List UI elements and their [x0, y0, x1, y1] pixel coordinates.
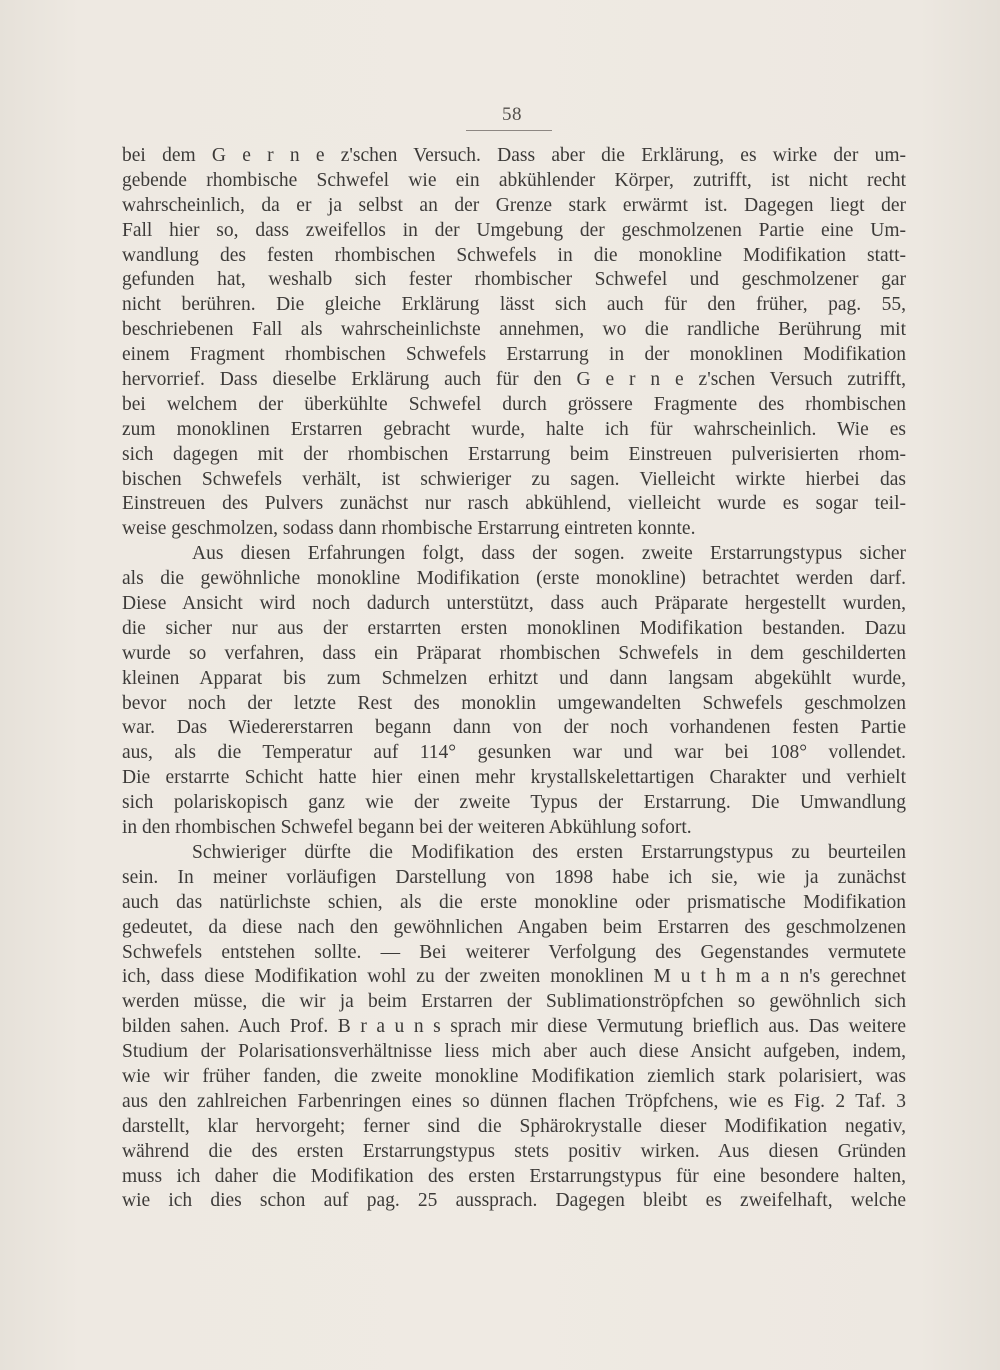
- text-line: gebende rhombische Schwefel wie ein abkühlender Körper, zutrifft, ist nicht recht: [122, 169, 906, 191]
- text-line: die sicher nur aus der erstarrten ersten monoklinen Modifikation bestanden. Dazu: [122, 617, 906, 639]
- text-line: war. Das Wiedererstarren begann dann von der noch vorhandenen festen Partie: [122, 717, 906, 739]
- text-line: bevor noch der letzte Rest des monoklin umgewandelten Schwefels geschmolzen: [122, 692, 906, 714]
- text-line: Fall hier so, dass zweifellos in der Umgebung der geschmolzenen Partie eine Um-: [122, 219, 906, 241]
- text-line: muss ich daher die Modifikation des ersten Erstarrungstypus für eine besondere halten,: [122, 1165, 906, 1187]
- text-line: während die des ersten Erstarrungstypus stets positiv wirken. Aus diesen Gründen: [122, 1140, 906, 1162]
- text-line: Aus diesen Erfahrungen folgt, dass der sogen. zweite Erstarrungstypus sicher: [192, 543, 906, 565]
- text-line: Studium der Polarisationsverhältnisse liess mich aber auch diese Ansicht aufgeben, indem,: [122, 1041, 906, 1063]
- text-line: gedeutet, da diese nach den gewöhnlichen Angaben beim Erstarren des geschmolzenen: [122, 916, 906, 938]
- text-line: weise geschmolzen, sodass dann rhombische Erstarrung eintreten konnte.: [122, 518, 696, 540]
- text-line: kleinen Apparat bis zum Schmelzen erhitzt und dann langsam abgekühlt wurde,: [122, 667, 906, 689]
- text-line: darstellt, klar hervorgeht; ferner sind die Sphärokrystalle dieser Modifikation negativ,: [122, 1115, 906, 1137]
- text-line: wahrscheinlich, da er ja selbst an der Grenze stark erwärmt ist. Dagegen liegt der: [122, 194, 906, 216]
- text-line: aus den zahlreichen Farbenringen eines so dünnen flachen Tröpfchens, wie es Fig. 2 Taf. 3: [122, 1090, 906, 1112]
- text-line: Schwefels entstehen sollte. — Bei weiterer Verfolgung des Gegenstandes vermutete: [122, 941, 906, 963]
- text-line: Diese Ansicht wird noch dadurch unterstützt, dass auch Präparate hergestellt wurden,: [122, 593, 906, 615]
- text-line: zum monoklinen Erstarren gebracht wurde, halte ich für wahrscheinlich. Wie es: [122, 418, 906, 440]
- text-line: gefunden hat, weshalb sich fester rhombischer Schwefel und geschmolzener gar: [122, 269, 906, 291]
- text-line: bilden sahen. Auch Prof. B r a u n s sprach mir diese Vermutung brieflich aus. Das weitere: [122, 1016, 906, 1038]
- text-line: einem Fragment rhombischen Schwefels Erstarrung in der monoklinen Modifikation: [122, 344, 906, 366]
- text-line: wie wir früher fanden, die zweite monokline Modifikation ziemlich stark polarisiert, was: [122, 1065, 906, 1087]
- text-line: auch das natürlichste schien, als die erste monokline oder prismatische Modifikation: [122, 891, 906, 913]
- text-line: aus, als die Temperatur auf 114° gesunken war und war bei 108° vollendet.: [122, 742, 906, 764]
- text-line: ich, dass diese Modifikation wohl zu der zweiten monoklinen M u t h m a n n's gerechnet: [122, 966, 906, 988]
- text-line: wie ich dies schon auf pag. 25 aussprach. Dagegen bleibt es zweifelhaft, welche: [122, 1190, 906, 1212]
- text-line: werden müsse, die wir ja beim Erstarren der Sublimationströpfchen so gewöhnlich sich: [122, 991, 906, 1013]
- text-line: als die gewöhnliche monokline Modifikation (erste monokline) betrachtet werden darf.: [122, 568, 906, 590]
- page-number-rule: [466, 130, 552, 131]
- body-text: [122, 144, 906, 1214]
- text-line: sich polariskopisch ganz wie der zweite Typus der Erstarrung. Die Umwandlung: [122, 792, 906, 814]
- text-line: nicht berühren. Die gleiche Erklärung lässt sich auch für den früher, pag. 55,: [122, 294, 906, 316]
- page-number: 58: [502, 104, 522, 125]
- text-line: wurde so verfahren, dass ein Präparat rhombischen Schwefels in dem geschilderten: [122, 642, 906, 664]
- text-line: bei welchem der überkühlte Schwefel durch grössere Fragmente des rhombischen: [122, 393, 906, 415]
- text-line: bischen Schwefels verhält, ist schwieriger zu sagen. Vielleicht wirkte hierbei das: [122, 468, 906, 490]
- text-line: beschriebenen Fall als wahrscheinlichste annehmen, wo die randliche Berührung mit: [122, 319, 906, 341]
- text-line: in den rhombischen Schwefel begann bei der weiteren Abkühlung sofort.: [122, 817, 692, 839]
- text-line: sein. In meiner vorläufigen Darstellung von 1898 habe ich sie, wie ja zunächst: [122, 866, 906, 888]
- text-line: Schwieriger dürfte die Modifikation des ersten Erstarrungstypus zu beurteilen: [192, 841, 906, 863]
- text-line: Die erstarrte Schicht hatte hier einen mehr krystallskelettartigen Charakter und verhielt: [122, 767, 906, 789]
- text-line: sich dagegen mit der rhombischen Erstarrung beim Einstreuen pulverisierten rhom-: [122, 443, 906, 465]
- text-line: wandlung des festen rhombischen Schwefels in die monokline Modifikation statt-: [122, 244, 906, 266]
- text-line: bei dem G e r n e z'schen Versuch. Dass aber die Erklärung, es wirke der um-: [122, 145, 906, 166]
- text-line: hervorrief. Dass dieselbe Erklärung auch für den G e r n e z'schen Versuch zutrifft,: [122, 369, 906, 391]
- text-line: Einstreuen des Pulvers zunächst nur rasch abkühlend, vielleicht wurde es sogar teil-: [122, 493, 906, 515]
